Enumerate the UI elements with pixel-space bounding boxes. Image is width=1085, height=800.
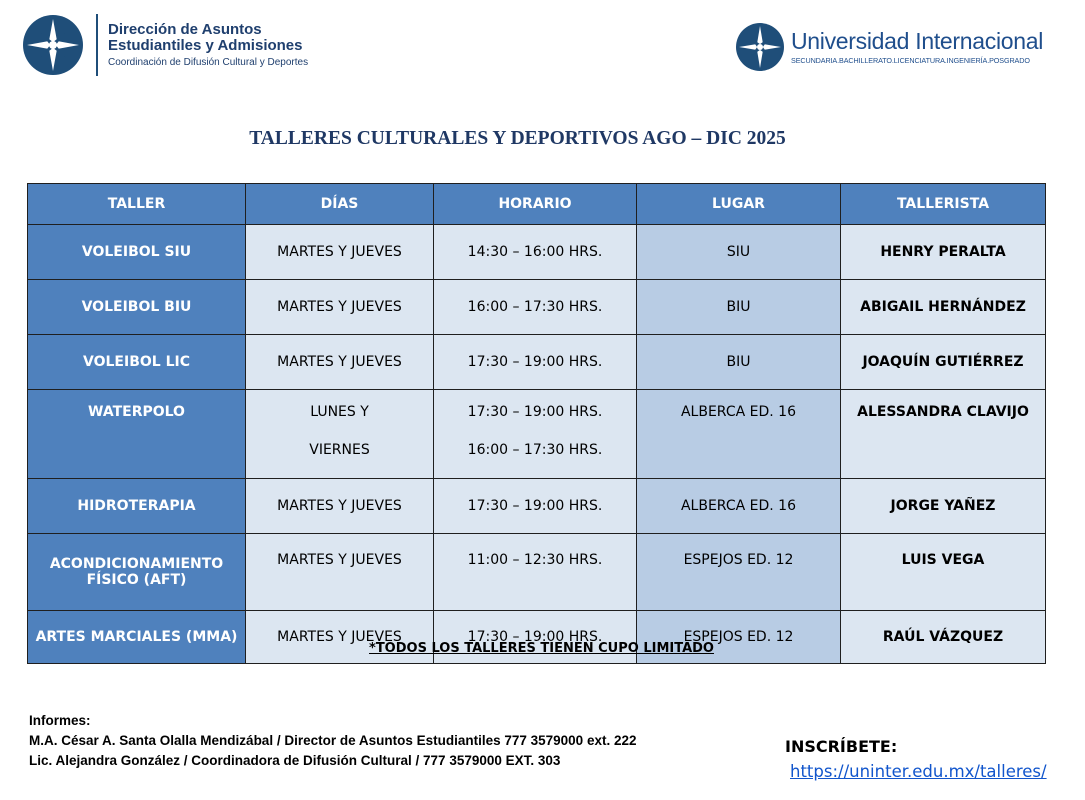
column-header: HORARIO bbox=[434, 184, 637, 225]
capacity-note: *TODOS LOS TALLERES TIENEN CUPO LIMITADO bbox=[369, 641, 714, 656]
signup-link[interactable]: https://uninter.edu.mx/talleres/ bbox=[790, 762, 1047, 781]
column-header: LUGAR bbox=[637, 184, 841, 225]
table-header-row bbox=[28, 184, 1046, 225]
tallerista-cell: ALESSANDRA CLAVIJO bbox=[841, 390, 1046, 479]
dias-cell: MARTES Y JUEVES bbox=[246, 611, 434, 664]
taller-line: FÍSICO (AFT) bbox=[86, 572, 187, 588]
horario-cell bbox=[434, 390, 637, 479]
lugar-cell: ALBERCA ED. 16 bbox=[637, 479, 841, 534]
taller-cell: HIDROTERAPIA bbox=[28, 479, 246, 534]
horario-line: 16:00 – 17:30 HRS. bbox=[467, 442, 603, 458]
lugar-cell: SIU bbox=[637, 225, 841, 280]
dias-cell: MARTES Y JUEVES bbox=[246, 335, 434, 390]
dias-cell: MARTES Y JUEVES bbox=[246, 534, 434, 611]
compass-star-logo-icon bbox=[22, 14, 84, 76]
horario-cell: 16:00 – 17:30 HRS. bbox=[434, 280, 637, 335]
horario-cell: 17:30 – 19:00 HRS. bbox=[434, 479, 637, 534]
university-name: Universidad Internacional bbox=[791, 27, 1044, 54]
tallerista-cell: LUIS VEGA bbox=[841, 534, 1046, 611]
horario-cell: 17:30 – 19:00 HRS. bbox=[434, 335, 637, 390]
lugar-cell: ESPEJOS ED. 12 bbox=[637, 534, 841, 611]
compass-star-logo-icon bbox=[735, 22, 785, 72]
informes-label: Informes: bbox=[29, 713, 91, 728]
column-header: TALLER bbox=[28, 184, 246, 225]
taller-cell: ARTES MARCIALES (MMA) bbox=[28, 611, 246, 664]
university-levels: SECUNDARIA.BACHILLERATO.LICENCIATURA.INGENIERÍA.POSGRADO bbox=[791, 55, 1030, 65]
dias-line: VIERNES bbox=[309, 442, 370, 458]
logo-line-2: Estudiantiles y Admisiones bbox=[108, 37, 303, 55]
logo-divider bbox=[96, 14, 98, 76]
logo-line-3: Coordinación de Difusión Cultural y Deportes bbox=[108, 57, 309, 69]
dias-cell: MARTES Y JUEVES bbox=[246, 280, 434, 335]
tallerista-cell: JOAQUÍN GUTIÉRREZ bbox=[841, 335, 1046, 390]
tallerista-cell: HENRY PERALTA bbox=[841, 225, 1046, 280]
logo-line-1: Dirección de Asuntos bbox=[108, 20, 262, 38]
dae-logo bbox=[22, 14, 308, 76]
taller-cell: VOLEIBOL BIU bbox=[28, 280, 246, 335]
lugar-cell: ESPEJOS ED. 12 bbox=[637, 611, 841, 664]
dias-cell: MARTES Y JUEVES bbox=[246, 225, 434, 280]
lugar-cell: BIU bbox=[637, 335, 841, 390]
uninter-logo bbox=[735, 22, 1043, 72]
dias-cell bbox=[246, 390, 434, 479]
dias-cell: MARTES Y JUEVES bbox=[246, 479, 434, 534]
signup-label: INSCRÍBETE: bbox=[785, 737, 898, 756]
horario-cell: 17:30 – 19:00 HRS. bbox=[434, 611, 637, 664]
table-row bbox=[28, 534, 1046, 611]
column-header: DÍAS bbox=[246, 184, 434, 225]
tallerista-cell: RAÚL VÁZQUEZ bbox=[841, 611, 1046, 664]
dias-line: LUNES Y bbox=[310, 404, 369, 420]
schedule-table bbox=[27, 183, 1046, 664]
contact-line: Lic. Alejandra González / Coordinadora de Difusión Cultural / 777 3579000 EXT. 303 bbox=[29, 753, 561, 768]
taller-cell: VOLEIBOL LIC bbox=[28, 335, 246, 390]
horario-line: 17:30 – 19:00 HRS. bbox=[467, 404, 603, 420]
contact-info bbox=[29, 711, 636, 771]
signup-block bbox=[785, 737, 1047, 781]
lugar-cell: ALBERCA ED. 16 bbox=[637, 390, 841, 479]
table-row bbox=[28, 225, 1046, 280]
column-header: TALLERISTA bbox=[841, 184, 1046, 225]
tallerista-cell: ABIGAIL HERNÁNDEZ bbox=[841, 280, 1046, 335]
horario-cell: 14:30 – 16:00 HRS. bbox=[434, 225, 637, 280]
page-title: TALLERES CULTURALES Y DEPORTIVOS AGO – DIC 2025 bbox=[249, 128, 786, 149]
table-row bbox=[28, 335, 1046, 390]
table-row bbox=[28, 280, 1046, 335]
contact-line: M.A. César A. Santa Olalla Mendizábal / Director de Asuntos Estudiantiles 777 3579000 ext. 222 bbox=[29, 733, 637, 748]
horario-cell: 11:00 – 12:30 HRS. bbox=[434, 534, 637, 611]
taller-line: ACONDICIONAMIENTO bbox=[49, 556, 224, 572]
table-row bbox=[28, 390, 1046, 479]
taller-cell: VOLEIBOL SIU bbox=[28, 225, 246, 280]
tallerista-cell: JORGE YAÑEZ bbox=[841, 479, 1046, 534]
table-row bbox=[28, 479, 1046, 534]
taller-cell: WATERPOLO bbox=[28, 390, 246, 479]
lugar-cell: BIU bbox=[637, 280, 841, 335]
taller-cell bbox=[28, 534, 246, 611]
